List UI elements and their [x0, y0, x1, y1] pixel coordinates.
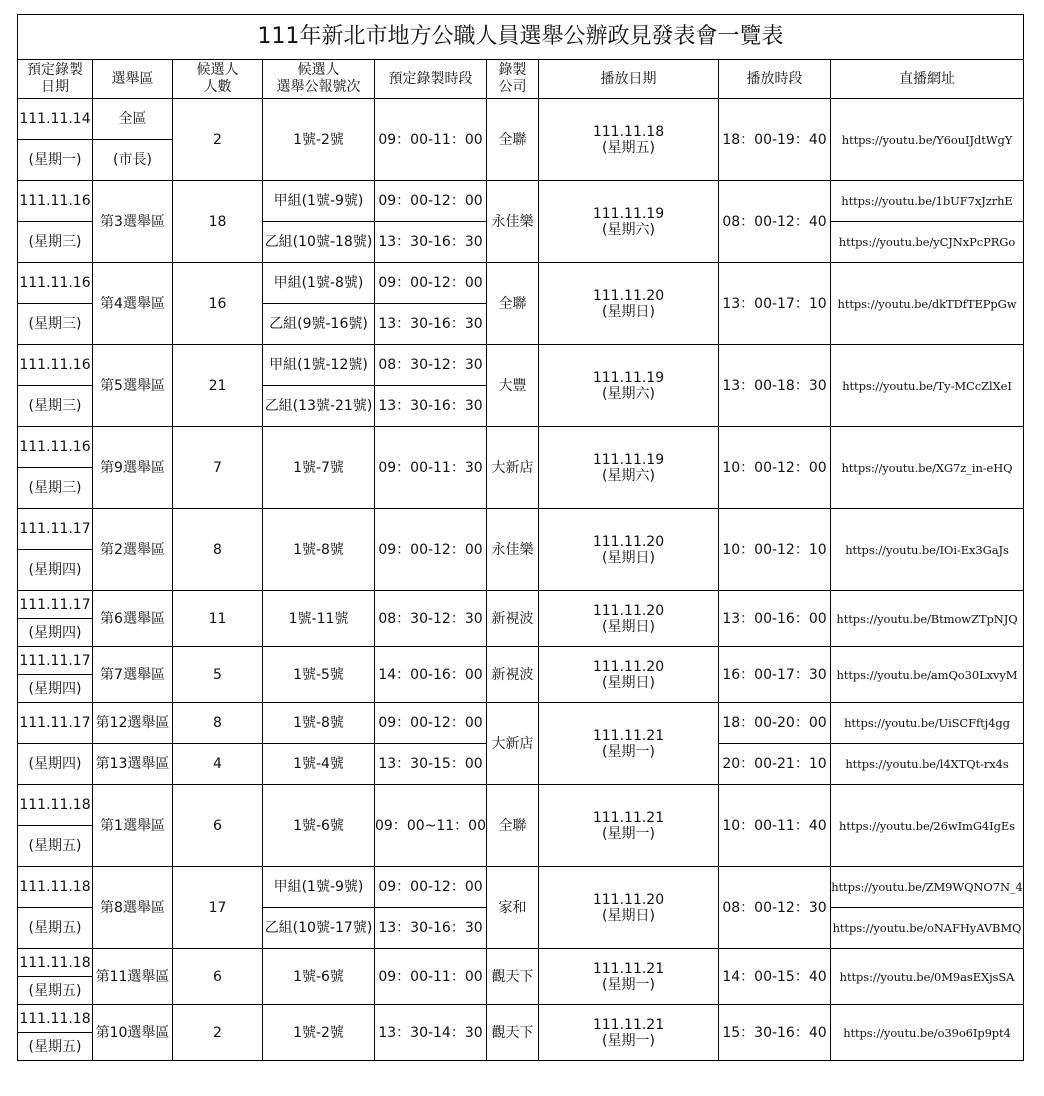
stream-link[interactable]: https://youtu.be/XG7z_in-eHQ — [831, 427, 1024, 509]
rec-weekday: (星期三) — [18, 222, 93, 263]
district: 第9選舉區 — [93, 427, 173, 509]
table-row — [18, 99, 1024, 140]
table-row — [18, 591, 1024, 619]
stream-link[interactable]: https://youtu.be/amQo30LxvyM — [831, 647, 1024, 703]
table-row — [18, 647, 1024, 675]
play-time: 08：00-12：30 — [719, 867, 831, 949]
table-row — [18, 345, 1024, 386]
company: 觀天下 — [487, 949, 539, 1005]
rec-weekday: (星期三) — [18, 304, 93, 345]
rec-time: 13：30-15：00 — [375, 744, 487, 785]
play-time: 14：00-15：40 — [719, 949, 831, 1005]
play-date: 111.11.19 (星期六) — [539, 345, 719, 427]
company: 家和 — [487, 867, 539, 949]
district: 第6選舉區 — [93, 591, 173, 647]
rec-time: 13：30-14：30 — [375, 1005, 487, 1061]
district: 第5選舉區 — [93, 345, 173, 427]
candidate-count: 8 — [173, 703, 263, 744]
rec-weekday: (星期三) — [18, 468, 93, 509]
play-time: 08：00-12：40 — [719, 181, 831, 263]
rec-weekday: (星期五) — [18, 977, 93, 1005]
rec-date: 111.11.18 — [18, 785, 93, 826]
district: 第1選舉區 — [93, 785, 173, 867]
stream-link[interactable]: https://youtu.be/dkTDfTEPpGw — [831, 263, 1024, 345]
play-time: 18：00-20：00 — [719, 703, 831, 744]
candidate-count: 17 — [173, 867, 263, 949]
company: 大新店 — [487, 703, 539, 785]
stream-link[interactable]: https://youtu.be/o39o6Ip9pt4 — [831, 1005, 1024, 1061]
rec-weekday: (星期四) — [18, 675, 93, 703]
district: 第12選舉區 — [93, 703, 173, 744]
rec-date: 111.11.17 — [18, 509, 93, 550]
rec-time-b: 13：30-16：30 — [375, 304, 487, 345]
candidate-group-b: 乙組(10號-18號) — [263, 222, 375, 263]
candidate-group-a: 甲組(1號-9號) — [263, 181, 375, 222]
stream-link[interactable]: https://youtu.be/Ty-MCcZlXeI — [831, 345, 1024, 427]
play-date: 111.11.21 (星期一) — [539, 1005, 719, 1061]
play-date: 111.11.21 (星期一) — [539, 703, 719, 785]
header-rec-date: 預定錄製 日期 — [18, 60, 93, 99]
candidate-numbers: 1號-7號 — [263, 427, 375, 509]
rec-time: 09：00-12：00 — [375, 703, 487, 744]
header-play-time: 播放時段 — [719, 60, 831, 99]
company: 新視波 — [487, 647, 539, 703]
company: 大新店 — [487, 427, 539, 509]
company: 永佳樂 — [487, 181, 539, 263]
schedule-table — [17, 14, 1024, 1061]
company: 新視波 — [487, 591, 539, 647]
play-date: 111.11.18 (星期五) — [539, 99, 719, 181]
stream-link[interactable]: https://youtu.be/0M9asEXjsSA — [831, 949, 1024, 1005]
company: 永佳樂 — [487, 509, 539, 591]
rec-weekday: (星期五) — [18, 908, 93, 949]
rec-weekday: (星期五) — [18, 1033, 93, 1061]
play-date: 111.11.21 (星期一) — [539, 785, 719, 867]
district: 第13選舉區 — [93, 744, 173, 785]
stream-link[interactable]: https://youtu.be/BtmowZTpNJQ — [831, 591, 1024, 647]
rec-date: 111.11.18 — [18, 949, 93, 977]
candidate-group-b: 乙組(13號-21號) — [263, 386, 375, 427]
table-row — [18, 1005, 1024, 1033]
candidate-numbers: 1號-11號 — [263, 591, 375, 647]
candidate-count: 4 — [173, 744, 263, 785]
play-date: 111.11.20 (星期日) — [539, 867, 719, 949]
candidate-count: 6 — [173, 785, 263, 867]
candidate-count: 16 — [173, 263, 263, 345]
candidate-numbers: 1號-2號 — [263, 99, 375, 181]
candidate-numbers: 1號-5號 — [263, 647, 375, 703]
company: 大豐 — [487, 345, 539, 427]
district: 第8選舉區 — [93, 867, 173, 949]
header-company: 錄製 公司 — [487, 60, 539, 99]
candidate-count: 5 — [173, 647, 263, 703]
candidate-numbers: 1號-8號 — [263, 703, 375, 744]
stream-link[interactable]: https://youtu.be/ZM9WQNO7N_4 — [831, 867, 1024, 908]
candidate-count: 8 — [173, 509, 263, 591]
header-count: 候選人 人數 — [173, 60, 263, 99]
rec-time: 08：30-12：30 — [375, 591, 487, 647]
rec-time: 14：00-16：00 — [375, 647, 487, 703]
header-url: 直播網址 — [831, 60, 1024, 99]
candidate-group-b: 乙組(10號-17號) — [263, 908, 375, 949]
rec-time-b: 13：30-16：30 — [375, 386, 487, 427]
play-date: 111.11.19 (星期六) — [539, 181, 719, 263]
rec-time: 09：00-11：00 — [375, 99, 487, 181]
candidate-count: 6 — [173, 949, 263, 1005]
candidate-group-a: 甲組(1號-8號) — [263, 263, 375, 304]
candidate-numbers: 1號-8號 — [263, 509, 375, 591]
play-time: 13：00-17：10 — [719, 263, 831, 345]
candidate-numbers: 1號-6號 — [263, 785, 375, 867]
company: 全聯 — [487, 785, 539, 867]
district: 第10選舉區 — [93, 1005, 173, 1061]
rec-time-a: 08：30-12：30 — [375, 345, 487, 386]
rec-date: 111.11.16 — [18, 263, 93, 304]
table-row — [18, 703, 1024, 744]
play-date: 111.11.20 (星期日) — [539, 591, 719, 647]
rec-time: 09：00~11：00 — [375, 785, 487, 867]
candidate-numbers: 1號-4號 — [263, 744, 375, 785]
header-row — [18, 60, 1024, 99]
rec-weekday: (星期四) — [18, 550, 93, 591]
table-row — [18, 181, 1024, 222]
stream-link[interactable]: https://youtu.be/UiSCFftj4gg — [831, 703, 1024, 744]
play-time: 18：00-19：40 — [719, 99, 831, 181]
stream-link[interactable]: https://youtu.be/oNAFHyAVBMQ — [831, 908, 1024, 949]
candidate-count: 7 — [173, 427, 263, 509]
candidate-numbers: 1號-2號 — [263, 1005, 375, 1061]
rec-time: 09：00-12：00 — [375, 509, 487, 591]
candidate-numbers: 1號-6號 — [263, 949, 375, 1005]
candidate-count: 2 — [173, 99, 263, 181]
rec-weekday: (星期三) — [18, 386, 93, 427]
company: 全聯 — [487, 263, 539, 345]
candidate-group-a: 甲組(1號-9號) — [263, 867, 375, 908]
rec-time-a: 09：00-12：00 — [375, 867, 487, 908]
header-play-date: 播放日期 — [539, 60, 719, 99]
stream-link[interactable]: https://youtu.be/26wImG4IgEs — [831, 785, 1024, 867]
district-note: (市長) — [93, 140, 173, 181]
rec-time: 09：00-11：00 — [375, 949, 487, 1005]
header-rec-time: 預定錄製時段 — [375, 60, 487, 99]
rec-weekday: (星期一) — [18, 140, 93, 181]
district: 第7選舉區 — [93, 647, 173, 703]
candidate-count: 2 — [173, 1005, 263, 1061]
rec-date: 111.11.16 — [18, 427, 93, 468]
table-row — [18, 949, 1024, 977]
play-time: 15：30-16：40 — [719, 1005, 831, 1061]
company: 全聯 — [487, 99, 539, 181]
rec-date: 111.11.14 — [18, 99, 93, 140]
candidate-count: 18 — [173, 181, 263, 263]
play-time: 10：00-12：10 — [719, 509, 831, 591]
rec-time: 09：00-11：30 — [375, 427, 487, 509]
district: 第2選舉區 — [93, 509, 173, 591]
rec-weekday: (星期四) — [18, 744, 93, 785]
header-cand-no: 候選人 選舉公報號次 — [263, 60, 375, 99]
rec-weekday: (星期五) — [18, 826, 93, 867]
table-title: 111年新北市地方公職人員選舉公辦政見發表會一覽表 — [18, 15, 1024, 60]
candidate-group-a: 甲組(1號-12號) — [263, 345, 375, 386]
play-time: 13：00-16：00 — [719, 591, 831, 647]
rec-date: 111.11.18 — [18, 867, 93, 908]
rec-time-b: 13：30-16：30 — [375, 222, 487, 263]
rec-time-a: 09：00-12：00 — [375, 181, 487, 222]
play-date: 111.11.20 (星期日) — [539, 509, 719, 591]
play-date: 111.11.19 (星期六) — [539, 427, 719, 509]
rec-date: 111.11.18 — [18, 1005, 93, 1033]
play-time: 20：00-21：10 — [719, 744, 831, 785]
candidate-group-b: 乙組(9號-16號) — [263, 304, 375, 345]
rec-date: 111.11.16 — [18, 181, 93, 222]
rec-date: 111.11.17 — [18, 591, 93, 619]
stream-link[interactable]: https://youtu.be/1bUF7xJzrhE — [831, 181, 1024, 222]
candidate-count: 21 — [173, 345, 263, 427]
table-row — [18, 785, 1024, 826]
header-district: 選舉區 — [93, 60, 173, 99]
table-row — [18, 427, 1024, 468]
table-row — [18, 509, 1024, 550]
play-time: 10：00-12：00 — [719, 427, 831, 509]
rec-time-a: 09：00-12：00 — [375, 263, 487, 304]
play-date: 111.11.20 (星期日) — [539, 647, 719, 703]
district: 全區 — [93, 99, 173, 140]
play-time: 16：00-17：30 — [719, 647, 831, 703]
rec-weekday: (星期四) — [18, 619, 93, 647]
play-time: 10：00-11：40 — [719, 785, 831, 867]
rec-date: 111.11.17 — [18, 647, 93, 675]
district: 第11選舉區 — [93, 949, 173, 1005]
rec-date: 111.11.16 — [18, 345, 93, 386]
play-date: 111.11.20 (星期日) — [539, 263, 719, 345]
rec-time-b: 13：30-16：30 — [375, 908, 487, 949]
stream-link[interactable]: https://youtu.be/IOi-Ex3GaJs — [831, 509, 1024, 591]
candidate-count: 11 — [173, 591, 263, 647]
district: 第3選舉區 — [93, 181, 173, 263]
rec-date: 111.11.17 — [18, 703, 93, 744]
play-time: 13：00-18：30 — [719, 345, 831, 427]
table-row — [18, 263, 1024, 304]
table-row — [18, 867, 1024, 908]
stream-link[interactable]: https://youtu.be/yCJNxPcPRGo — [831, 222, 1024, 263]
play-date: 111.11.21 (星期一) — [539, 949, 719, 1005]
stream-link[interactable]: https://youtu.be/Y6ouIJdtWgY — [831, 99, 1024, 181]
stream-link[interactable]: https://youtu.be/l4XTQt-rx4s — [831, 744, 1024, 785]
district: 第4選舉區 — [93, 263, 173, 345]
company: 觀天下 — [487, 1005, 539, 1061]
